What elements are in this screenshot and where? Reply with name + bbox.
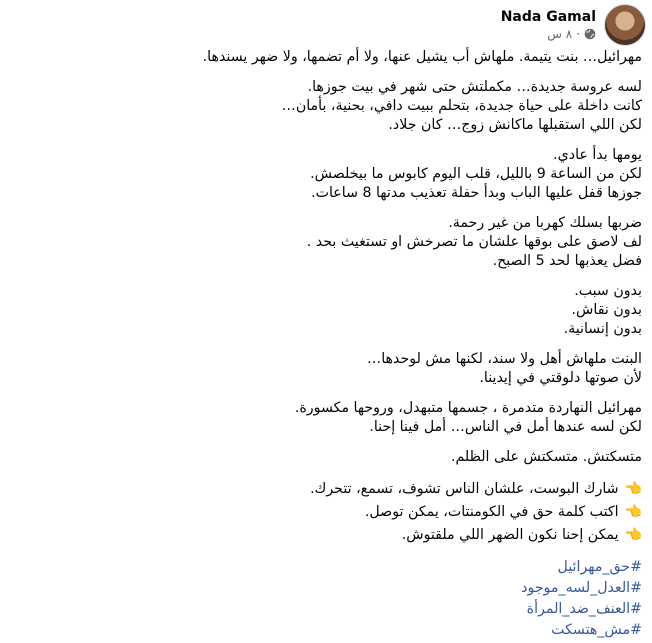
post-text-line: يومها بدأ عادي. <box>553 147 642 163</box>
post-paragraph <box>10 146 642 203</box>
hashtag-list <box>10 557 642 641</box>
post-paragraph <box>10 448 642 467</box>
pointing-hand-icon: 👈 <box>624 504 642 520</box>
post-paragraph <box>10 282 642 339</box>
post-paragraph <box>10 78 642 135</box>
post-text-line: فضل يعذبها لحد 5 الصبح. <box>492 253 642 269</box>
author-name[interactable]: Nada Gamal <box>500 9 596 25</box>
hashtag-link[interactable]: #العدل_لسه_موجود <box>521 580 642 596</box>
post-text-line: البنت ملهاش أهل ولا سند، لكنها مش لوحدها… <box>367 351 642 367</box>
post-paragraph <box>10 399 642 437</box>
post-text-line: لسه عروسة جديدة… مكملتش حتى شهر في بيت جوزها. <box>307 79 642 95</box>
hashtag-link[interactable]: #حق_مهرائيل <box>557 559 642 575</box>
post-text-line: بدون سبب. <box>574 283 642 299</box>
post-paragraph <box>10 214 642 271</box>
post-text-line: لكن من الساعة 9 بالليل، قلب اليوم كابوس ما بيخلصش. <box>310 166 642 182</box>
pointing-hand-icon: 👈 <box>624 481 642 497</box>
post-body <box>10 48 642 641</box>
post-paragraph <box>10 48 642 67</box>
hashtag-link[interactable]: #العنف_ضد_المرأة <box>526 601 642 617</box>
post-text-line: لأن صوتها دلوقتي في إيدينا. <box>479 370 642 386</box>
pointing-hand-icon: 👈 <box>624 527 642 543</box>
globe-icon[interactable] <box>584 28 596 40</box>
post-text-line: لكن لسه عندها أمل في الناس… أمل فينا إحنا. <box>369 419 642 435</box>
post-text-line: جوزها قفل عليها الباب وبدأ حفلة تعذيب مدتها 8 ساعات. <box>311 185 642 201</box>
post-header <box>501 4 646 46</box>
post-text-line: مهرائيل… بنت يتيمة. ملهاش أب يشيل عنها، ولا أم تضمها، ولا ضهر يسندها. <box>202 49 642 65</box>
call-to-action-text: اكتب كلمة حق في الكومنتات، يمكن توصل. <box>364 504 619 520</box>
post-text-line: كانت داخلة على حياة جديدة، بتحلم ببيت دافي، بحنية، بأمان… <box>281 98 642 114</box>
post-time[interactable]: ٨ س <box>547 27 573 41</box>
post-text-line: لكن اللي استقبلها ماكانش زوج… كان جلاد. <box>388 117 642 133</box>
post-meta <box>501 9 596 41</box>
post-text-line: مهرائيل النهاردة متدمرة ، جسمها متبهدل، وروحها مكسورة. <box>294 400 642 416</box>
post-text-line: بدون نقاش. <box>571 302 642 318</box>
call-to-action-list <box>10 478 642 547</box>
hashtag-link[interactable]: #مش_هتسكت <box>551 622 642 638</box>
post-time-row <box>547 27 596 41</box>
post-text-line: بدون إنسانية. <box>563 321 642 337</box>
separator-dot: · <box>576 27 580 41</box>
call-to-action-item <box>10 501 642 524</box>
post-paragraph <box>10 350 642 388</box>
post-text-line: لف لاصق على بوقها علشان ما تصرخش او تستغيث بحد . <box>306 234 642 250</box>
call-to-action-item <box>10 478 642 501</box>
post-text-line: ضربها بسلك كهربا من غير رحمة. <box>448 215 642 231</box>
post-text-line: متسكتش. متسكتش على الظلم. <box>450 449 642 465</box>
call-to-action-item <box>10 524 642 547</box>
call-to-action-text: شارك البوست، علشان الناس تشوف، تسمع، تتحرك. <box>310 481 619 497</box>
call-to-action-text: يمكن إحنا نكون الضهر اللي ملقتوش. <box>401 527 619 543</box>
avatar[interactable] <box>604 4 646 46</box>
